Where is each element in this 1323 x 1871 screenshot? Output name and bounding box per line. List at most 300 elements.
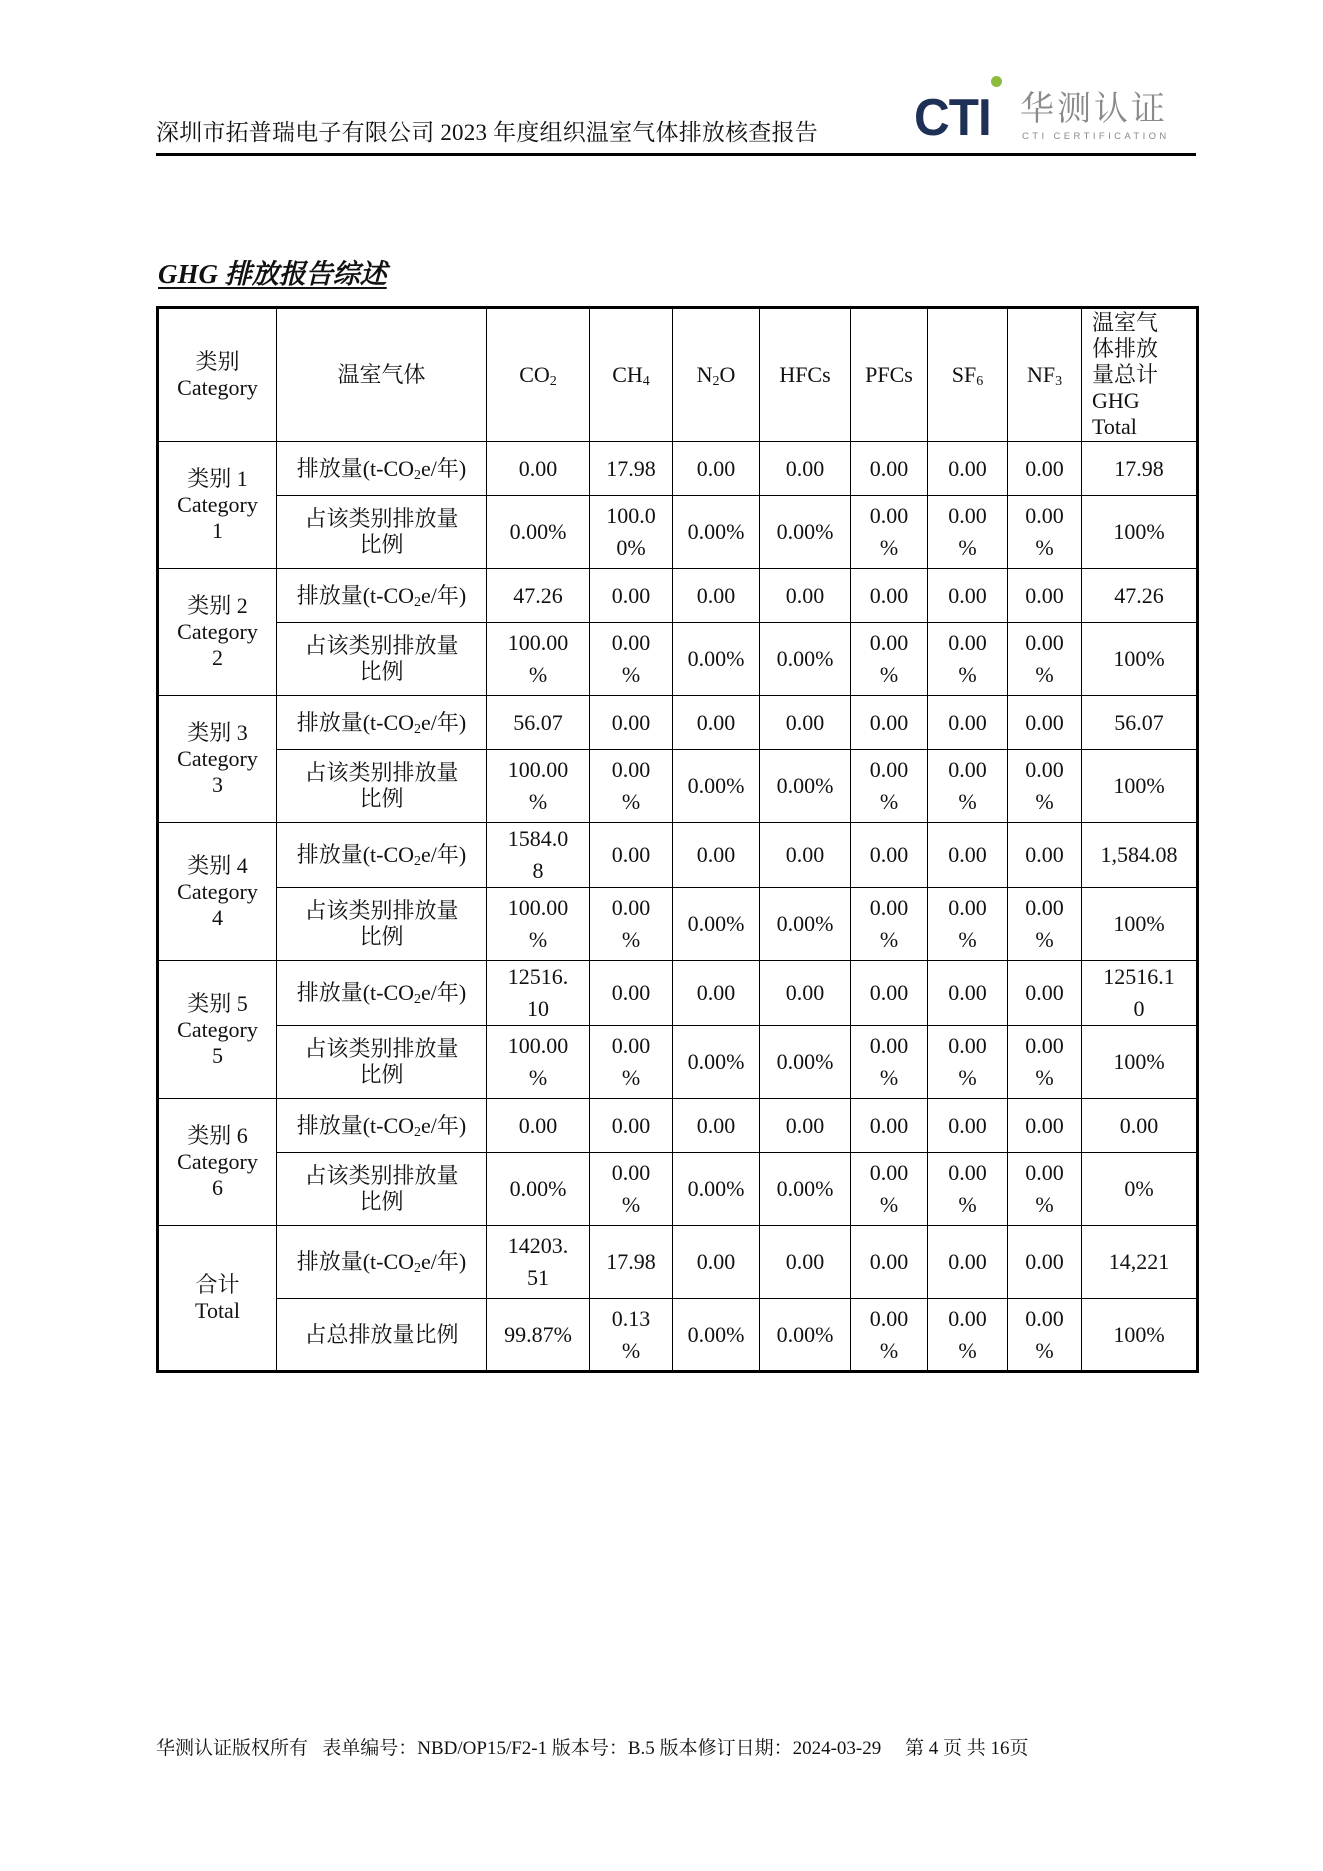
emission-value: 0.00 xyxy=(696,582,736,608)
header-ghg-total xyxy=(1082,308,1198,442)
share-value: 100% xyxy=(1113,1321,1165,1347)
share-label-line: 比例 xyxy=(359,1189,404,1214)
share-value: % xyxy=(1035,1192,1054,1217)
emission-value: 0.00 xyxy=(785,842,825,867)
share-value: % xyxy=(1035,1337,1054,1363)
section-title: GHG 排放报告综述 xyxy=(158,259,387,289)
logo-dot-icon xyxy=(991,76,1002,87)
share-label-line: 比例 xyxy=(359,532,404,557)
share-value: 0.00% xyxy=(776,1321,834,1347)
share-value: % xyxy=(958,927,977,952)
emission-value: 0.00 xyxy=(785,1249,825,1274)
emission-label-pre: 排放量(t-CO xyxy=(296,582,415,608)
share-cell xyxy=(851,1153,928,1226)
share-cell xyxy=(760,496,851,569)
share-cell xyxy=(487,1026,590,1099)
emission-value: 0.00 xyxy=(869,709,909,735)
emission-value: 0.00 xyxy=(1119,1112,1159,1138)
header-total-line: 体排放 xyxy=(1092,336,1159,361)
share-value: 0% xyxy=(616,535,646,560)
share-value: % xyxy=(528,927,548,952)
emission-cell xyxy=(851,823,928,888)
footer-version: 版本号：B.5 xyxy=(551,1738,655,1759)
emission-cell xyxy=(928,569,1008,623)
emission-value: 1,584.08 xyxy=(1100,842,1178,867)
category-label xyxy=(158,696,277,823)
share-value: 0.00 xyxy=(948,895,987,920)
emission-value: 17.98 xyxy=(1114,455,1164,481)
row-label-emission xyxy=(277,1226,487,1299)
share-value: 0.00% xyxy=(687,1176,745,1201)
share-value: % xyxy=(879,535,899,560)
share-cell xyxy=(673,496,760,569)
emission-value: 0.00 xyxy=(696,1249,736,1274)
emission-value: 0.00 xyxy=(611,1112,651,1138)
emission-cell xyxy=(760,823,851,888)
category-cn: 合计 xyxy=(195,1272,240,1297)
category-label xyxy=(158,569,277,696)
emission-value: 0.00 xyxy=(785,980,825,1005)
emission-value: 0.00 xyxy=(948,582,987,608)
emission-cell xyxy=(590,1226,673,1299)
emission-cell xyxy=(928,961,1008,1026)
share-cell xyxy=(760,888,851,961)
emission-value: 0.00 xyxy=(869,582,909,608)
share-value: 0.00% xyxy=(776,519,834,544)
share-cell xyxy=(673,750,760,823)
share-value: 0.00 xyxy=(1025,630,1064,655)
emission-label-post: e/年) xyxy=(421,709,467,735)
category-cn: 类别 2 xyxy=(187,593,248,618)
share-value: % xyxy=(958,1192,977,1217)
share-label-line: 占该类别排放量 xyxy=(304,1036,459,1061)
share-value: 0% xyxy=(1124,1176,1154,1201)
share-value: 0.00 xyxy=(948,1033,987,1058)
table-row-emission xyxy=(158,442,1198,496)
share-value: 0.00% xyxy=(776,1049,834,1074)
share-cell xyxy=(487,623,590,696)
share-cell xyxy=(928,623,1008,696)
share-value: 100% xyxy=(1113,911,1165,936)
row-label-emission xyxy=(277,442,487,496)
share-label-line: 占该类别排放量 xyxy=(304,898,459,923)
emission-cell xyxy=(1008,696,1082,750)
table-row-emission xyxy=(158,569,1198,623)
share-value: 0.00 xyxy=(611,630,651,655)
emission-label-sub: 2 xyxy=(414,467,422,483)
category-en: Total xyxy=(195,1298,240,1323)
emission-label-pre: 排放量(t-CO xyxy=(296,1112,415,1138)
header-gas-5 xyxy=(928,308,1008,442)
share-label-line: 比例 xyxy=(359,1062,404,1087)
share-cell xyxy=(1008,1299,1082,1372)
table-row-emission xyxy=(158,961,1198,1026)
emission-value: 0.00 xyxy=(785,455,825,481)
share-cell xyxy=(487,1299,590,1372)
category-cn: 类别 4 xyxy=(187,852,248,878)
table-header-row xyxy=(158,308,1198,442)
share-value: 0.00% xyxy=(687,1049,745,1074)
share-value: % xyxy=(1035,535,1054,560)
share-value: 0.00% xyxy=(687,911,745,936)
emission-value: 0.00 xyxy=(518,455,558,481)
share-cell xyxy=(760,750,851,823)
share-value: 0.00 xyxy=(869,1033,909,1058)
share-value: % xyxy=(621,662,641,687)
gas-formula-base: HFCs xyxy=(779,362,831,387)
share-cell xyxy=(673,1299,760,1372)
emission-cell xyxy=(928,823,1008,888)
share-total-label: 占总排放量比例 xyxy=(304,1321,459,1347)
emission-cell xyxy=(760,442,851,496)
emission-cell xyxy=(1082,961,1198,1026)
share-value: % xyxy=(1035,789,1054,814)
gas-formula-subscript: 2 xyxy=(712,374,720,389)
share-cell xyxy=(928,496,1008,569)
share-value: % xyxy=(879,1065,899,1090)
row-label-emission xyxy=(277,569,487,623)
gas-formula-subscript: 3 xyxy=(1055,374,1063,389)
share-value: 0.00 xyxy=(1025,503,1064,528)
share-value: 0.00% xyxy=(776,646,834,671)
share-value: 100% xyxy=(1113,646,1165,671)
header-gas-0 xyxy=(487,308,590,442)
category-number: 1 xyxy=(212,518,223,543)
emission-label-post: e/年) xyxy=(421,980,467,1005)
share-value: % xyxy=(958,789,977,814)
category-cn: 类别 3 xyxy=(187,720,248,745)
share-cell xyxy=(851,888,928,961)
share-value: 0.00 xyxy=(1025,757,1064,782)
share-value: 100% xyxy=(1113,519,1165,544)
emission-cell xyxy=(590,1099,673,1153)
header-gas-6 xyxy=(1008,308,1082,442)
footer-page-number: 第 4 页 共 16页 xyxy=(904,1738,1029,1759)
emission-cell xyxy=(673,1099,760,1153)
emission-cell xyxy=(1082,569,1198,623)
emission-value: 56.07 xyxy=(1114,709,1164,735)
emission-value: 0.00 xyxy=(696,980,736,1005)
share-cell xyxy=(928,1026,1008,1099)
emission-value: 0.00 xyxy=(869,1112,909,1138)
emission-value: 0.00 xyxy=(611,582,651,608)
footer-copyright: 华测认证版权所有 xyxy=(156,1738,309,1759)
category-number: 4 xyxy=(212,904,223,930)
share-value: 0.00% xyxy=(509,1176,567,1201)
gas-formula-base: NF xyxy=(1026,362,1056,387)
emission-cell xyxy=(760,1099,851,1153)
share-value: 0.00% xyxy=(687,1321,745,1347)
emission-value: 0.00 xyxy=(948,1112,987,1138)
gas-formula-subscript: 6 xyxy=(976,374,984,389)
emission-cell xyxy=(590,961,673,1026)
header-total-line: 量总计 xyxy=(1092,362,1159,387)
emission-value: 0.00 xyxy=(1025,709,1064,735)
emission-value: 12516. xyxy=(507,964,569,989)
emission-cell xyxy=(1082,1099,1198,1153)
emission-value: 0.00 xyxy=(1025,1112,1064,1138)
emission-cell xyxy=(673,696,760,750)
share-value: % xyxy=(1035,662,1054,687)
emission-label-post: e/年) xyxy=(421,1112,467,1138)
gas-formula-base: N xyxy=(696,362,713,387)
share-cell xyxy=(851,750,928,823)
emission-value: 0.00 xyxy=(785,582,825,608)
emission-label-sub: 2 xyxy=(414,992,422,1007)
share-cell xyxy=(590,1299,673,1372)
gas-formula-subscript: 4 xyxy=(642,374,650,389)
cti-logo xyxy=(914,72,1176,147)
table-row-share xyxy=(158,1153,1198,1226)
emission-value: 0 xyxy=(1133,996,1145,1021)
emission-label-pre: 排放量(t-CO xyxy=(296,842,415,867)
emission-label-post: e/年) xyxy=(421,455,467,481)
share-cell xyxy=(1008,750,1082,823)
header-total-line: 温室气 xyxy=(1092,310,1159,335)
emission-value: 10 xyxy=(527,996,549,1021)
category-label xyxy=(158,823,277,961)
share-value: 0.00 xyxy=(611,1033,651,1058)
share-value: 0.00 xyxy=(948,1160,987,1185)
emission-cell xyxy=(851,442,928,496)
share-cell xyxy=(590,496,673,569)
share-value: % xyxy=(958,1065,977,1090)
emission-cell xyxy=(928,1099,1008,1153)
emission-label-sub: 2 xyxy=(414,721,422,737)
emission-value: 47.26 xyxy=(513,582,563,608)
category-en: Category xyxy=(177,1149,258,1174)
emission-label-post: e/年) xyxy=(421,1249,467,1274)
emission-cell xyxy=(1008,823,1082,888)
share-value: 100.00 xyxy=(507,895,569,920)
share-cell xyxy=(673,1153,760,1226)
page-footer xyxy=(156,1733,1028,1760)
emission-cell xyxy=(1008,442,1082,496)
emission-label-sub: 2 xyxy=(414,594,422,610)
share-value: 0.00 xyxy=(869,1305,909,1331)
share-cell xyxy=(590,1153,673,1226)
share-cell xyxy=(1082,1026,1198,1099)
share-value: 0.00% xyxy=(776,911,834,936)
share-cell xyxy=(487,750,590,823)
row-label-emission xyxy=(277,1099,487,1153)
row-label-share xyxy=(277,750,487,823)
emission-label-pre: 排放量(t-CO xyxy=(296,1249,415,1274)
share-cell xyxy=(760,1026,851,1099)
emission-label-sub: 2 xyxy=(414,854,422,869)
emission-cell xyxy=(1008,569,1082,623)
share-value: 100.0 xyxy=(606,503,656,528)
table-row-share xyxy=(158,1026,1198,1099)
share-value: 0.00 xyxy=(1025,1160,1064,1185)
gas-formula-base: CO xyxy=(519,362,550,387)
footer-form-no: 表单编号：NBD/OP15/F2-1 xyxy=(322,1738,548,1759)
emission-value: 0.00 xyxy=(948,842,987,867)
table-row-emission xyxy=(158,823,1198,888)
share-cell xyxy=(851,1299,928,1372)
report-header-title: 深圳市拓普瑞电子有限公司 2023 年度组织温室气体排放核查报告 xyxy=(156,120,818,145)
share-cell xyxy=(760,623,851,696)
emission-cell xyxy=(1008,1226,1082,1299)
share-cell xyxy=(487,888,590,961)
share-cell xyxy=(1082,888,1198,961)
share-label-line: 占该类别排放量 xyxy=(304,760,459,785)
share-label-line: 占该类别排放量 xyxy=(304,1163,459,1188)
logo-mark: CTI xyxy=(914,89,991,147)
emission-cell xyxy=(1082,696,1198,750)
share-value: 100.00 xyxy=(507,757,569,782)
emission-cell xyxy=(851,1099,928,1153)
emission-value: 0.00 xyxy=(1025,1249,1064,1274)
share-value: % xyxy=(958,662,977,687)
emission-cell xyxy=(760,696,851,750)
share-value: 0.00 xyxy=(1025,1033,1064,1058)
share-value: % xyxy=(621,1065,641,1090)
share-cell xyxy=(673,1026,760,1099)
table-row-emission xyxy=(158,696,1198,750)
share-cell xyxy=(590,888,673,961)
emission-cell xyxy=(760,569,851,623)
share-value: 100% xyxy=(1113,773,1165,798)
share-value: % xyxy=(879,662,899,687)
emission-value: 56.07 xyxy=(513,709,563,735)
emission-cell xyxy=(673,961,760,1026)
share-value: 100.00 xyxy=(507,1033,569,1058)
emission-value: 0.00 xyxy=(785,1112,825,1138)
emission-value: 14203. xyxy=(507,1233,569,1258)
share-cell xyxy=(1082,750,1198,823)
emission-value: 12516.1 xyxy=(1103,964,1175,989)
header-gas-1 xyxy=(590,308,673,442)
table-row-share xyxy=(158,1299,1198,1372)
share-cell xyxy=(1008,496,1082,569)
share-value: % xyxy=(1035,927,1054,952)
share-value: 0.00 xyxy=(948,1305,987,1331)
emission-value: 0.00 xyxy=(948,709,987,735)
gas-formula-base: SF xyxy=(951,362,977,387)
emission-value: 0.00 xyxy=(869,455,909,481)
share-value: 100.00 xyxy=(507,630,569,655)
share-cell xyxy=(487,496,590,569)
share-value: 0.00 xyxy=(611,757,651,782)
share-value: % xyxy=(1035,1065,1054,1090)
share-value: 0.00% xyxy=(687,646,745,671)
category-cn: 类别 6 xyxy=(187,1123,248,1148)
category-cn: 类别 5 xyxy=(187,990,248,1016)
ghg-summary-table xyxy=(156,306,1199,1373)
share-cell xyxy=(590,1026,673,1099)
share-value: 0.00 xyxy=(1025,1305,1064,1331)
category-en: Category xyxy=(177,492,258,517)
emission-cell xyxy=(590,696,673,750)
emission-label-pre: 排放量(t-CO xyxy=(296,709,415,735)
share-cell xyxy=(1082,1153,1198,1226)
emission-cell xyxy=(673,823,760,888)
emission-cell xyxy=(487,961,590,1026)
share-value: 0.00% xyxy=(687,519,745,544)
gas-formula-subscript: 2 xyxy=(549,374,557,389)
emission-value: 14,221 xyxy=(1108,1249,1170,1274)
emission-cell xyxy=(851,961,928,1026)
category-en: Category xyxy=(177,878,258,904)
emission-cell xyxy=(928,1226,1008,1299)
share-value: % xyxy=(879,1337,899,1363)
share-cell xyxy=(590,623,673,696)
emission-cell xyxy=(487,1099,590,1153)
gas-formula-base: PFCs xyxy=(865,362,913,387)
share-value: % xyxy=(958,1337,977,1363)
gas-formula-suffix: O xyxy=(719,362,736,387)
share-cell xyxy=(851,1026,928,1099)
row-label-emission xyxy=(277,696,487,750)
emission-value: 0.00 xyxy=(1025,455,1064,481)
table-row-share xyxy=(158,623,1198,696)
share-cell xyxy=(673,888,760,961)
emission-cell xyxy=(760,1226,851,1299)
header-category xyxy=(158,308,277,442)
share-value: 0.00% xyxy=(776,1176,834,1201)
emission-cell xyxy=(1082,442,1198,496)
row-label-share xyxy=(277,888,487,961)
header-divider xyxy=(156,153,1196,156)
share-cell xyxy=(928,888,1008,961)
emission-cell xyxy=(928,442,1008,496)
share-cell xyxy=(1008,1153,1082,1226)
table-row-share xyxy=(158,750,1198,823)
share-cell xyxy=(851,496,928,569)
share-value: 0.00 xyxy=(948,630,987,655)
emission-cell xyxy=(1082,1226,1198,1299)
logo-en-text: CTI CERTIFICATION xyxy=(1022,131,1170,142)
category-number: 5 xyxy=(212,1042,223,1068)
category-label xyxy=(158,961,277,1099)
share-value: 0.00 xyxy=(869,503,909,528)
row-label-share xyxy=(277,496,487,569)
share-value: 0.00 xyxy=(869,895,909,920)
share-cell xyxy=(760,1153,851,1226)
share-value: 100% xyxy=(1113,1049,1165,1074)
share-value: % xyxy=(621,927,641,952)
share-cell xyxy=(1082,623,1198,696)
header-total-line: GHG xyxy=(1092,388,1140,413)
header-category-cn: 类别 xyxy=(195,349,240,374)
gas-formula-base: CH xyxy=(612,362,643,387)
emission-cell xyxy=(590,442,673,496)
emission-cell xyxy=(1008,961,1082,1026)
emission-cell xyxy=(1008,1099,1082,1153)
emission-value: 0.00 xyxy=(518,1112,558,1138)
category-en: Category xyxy=(177,619,258,644)
emission-cell xyxy=(590,569,673,623)
emission-label-sub: 2 xyxy=(414,1261,422,1276)
category-en: Category xyxy=(177,1016,258,1042)
emission-value: 0.00 xyxy=(869,980,909,1005)
share-cell xyxy=(928,1299,1008,1372)
header-gas-label: 温室气体 xyxy=(337,362,426,387)
emission-value: 0.00 xyxy=(869,842,909,867)
emission-value: 0.00 xyxy=(696,709,736,735)
emission-label-sub: 2 xyxy=(414,1124,422,1140)
category-cn: 类别 1 xyxy=(187,466,248,491)
share-value: % xyxy=(528,662,548,687)
share-value: 0.00 xyxy=(611,895,651,920)
share-cell xyxy=(1082,1299,1198,1372)
share-value: 0.13 xyxy=(611,1305,651,1331)
share-cell xyxy=(1008,888,1082,961)
emission-cell xyxy=(851,569,928,623)
category-en: Category xyxy=(177,746,258,771)
emission-value: 8 xyxy=(532,858,544,883)
